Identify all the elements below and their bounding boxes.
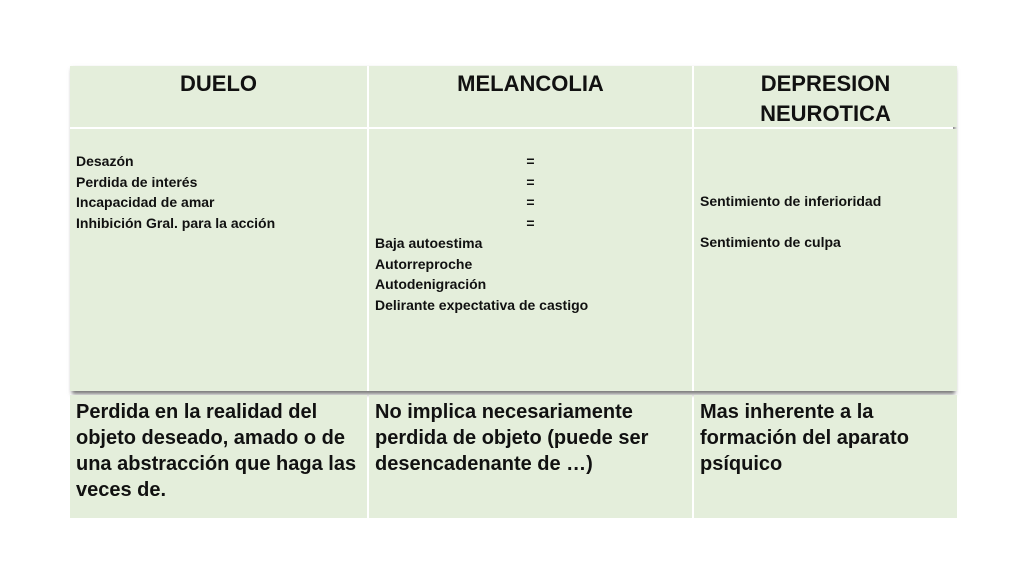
comparison-table: [70, 66, 953, 518]
bottom-melancolia: No implica necesariamente perdida de objeto (puede ser desencadenante de …): [369, 395, 692, 518]
header-duelo: [70, 66, 367, 127]
equals-sign: =: [526, 194, 535, 210]
body-melancolia-line: Baja autoestima: [375, 235, 483, 251]
line-spacer: [700, 212, 951, 232]
body-melancolia-line: Autodenigración: [375, 276, 487, 292]
header-duelo-label: DUELO: [180, 71, 257, 96]
body-depresion-line: Sentimiento de inferioridad: [700, 193, 882, 209]
bottom-depresion: Mas inherente a la formación del aparato psíquico: [694, 395, 957, 518]
header-depresion-line-1: DEPRESION: [760, 71, 891, 96]
equals-sign: =: [526, 214, 535, 231]
header-melancolia-label: MELANCOLIA: [457, 71, 604, 96]
header-depresion-line-2: NEUROTICA: [760, 101, 891, 126]
header-depresion-neurotica: [694, 66, 957, 127]
equals-sign: =: [526, 173, 535, 190]
body-depresion-line: Sentimiento de culpa: [700, 233, 841, 250]
table-bottom-row: [70, 395, 953, 518]
table-top-block: [70, 66, 953, 391]
body-duelo-line: Inhibición Gral. para la acción: [76, 214, 276, 231]
body-duelo-line: Incapacidad de amar: [76, 194, 215, 210]
body-melancolia-line: Autorreproche: [375, 255, 473, 272]
body-depresion: [694, 129, 957, 391]
header-melancolia: [369, 66, 692, 127]
body-melancolia-line: Delirante expectativa de castigo: [375, 296, 589, 313]
body-duelo: [70, 129, 367, 391]
body-duelo-line: Perdida de interés: [76, 173, 198, 190]
body-melancolia: [369, 129, 692, 391]
bottom-duelo: Perdida en la realidad del objeto deseado, amado o de una abstracción que haga las veces de.: [70, 395, 367, 518]
equals-sign: =: [526, 153, 535, 169]
body-duelo-line: Desazón: [76, 153, 134, 169]
header-depresion-label: [760, 69, 891, 129]
